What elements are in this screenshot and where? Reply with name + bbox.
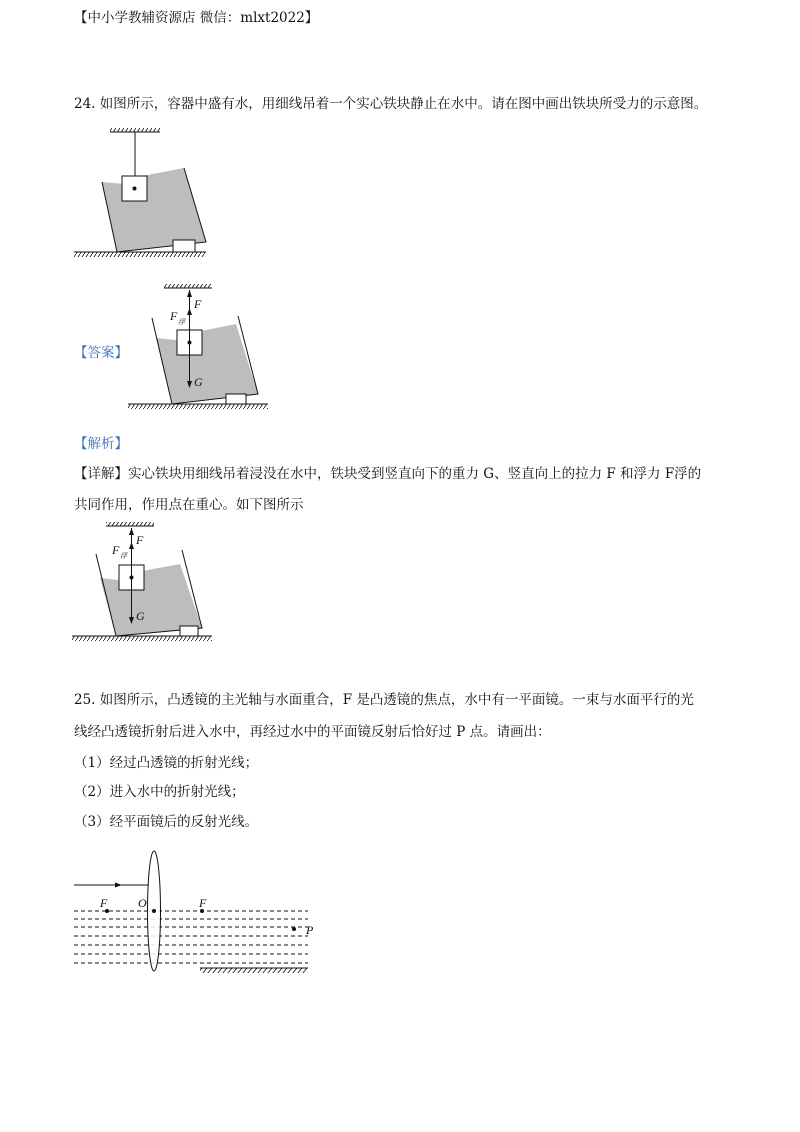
q24-stem: 24. 如图所示，容器中盛有水，用细线吊着一个实心铁块静止在水中。请在图中画出铁块所受力的示意图。 [74,96,708,112]
force-label-F: F [194,297,202,311]
force-label-G: G [136,609,145,623]
force-label-F: F [136,533,144,547]
label-focal-left: F [100,896,108,910]
q25-item-1: （1）经过凸透镜的折射光线； [74,755,259,771]
q25-item-2: （2）进入水中的折射光线； [74,784,245,800]
q25-stem-line-2: 线经凸透镜折射后进入水中，再经过水中的平面镜反射后恰好过 P 点。请画出： [74,724,551,740]
q24-detail-line-1: 【详解】实心铁块用细线吊着浸没在水中，铁块受到竖直向下的重力 G、竖直向上的拉力 F 和浮力 F浮的 [74,466,702,482]
page-header: 【中小学教辅资源店 微信：mlxt2022】 [74,10,319,26]
q25-figure-lens [72,848,322,978]
q24-figure-detail [72,520,212,646]
q25-item-3: （3）经平面镜后的反射光线。 [74,814,259,830]
force-label-buoy-subscript: 浮 [120,552,127,560]
label-optical-center: O [138,896,147,910]
label-point-p: P [306,923,314,937]
q24-figure-answer [128,282,268,412]
q24-analysis-label: 【解析】 [74,436,128,452]
label-focal-right: F [199,896,207,910]
q24-detail-line-2: 共同作用，作用点在重心。如下图所示 [74,497,304,513]
force-label-buoy-subscript: 浮 [178,318,185,326]
q24-figure-question [72,128,207,263]
force-label-G: G [194,375,203,389]
force-label-F-buoyancy: F [112,543,120,557]
q24-answer-label: 【答案】 [74,345,128,361]
force-label-F-buoyancy: F [170,309,178,323]
q25-stem-line-1: 25. 如图所示，凸透镜的主光轴与水面重合，F 是凸透镜的焦点，水中有一平面镜。一束与水面平行的光 [74,692,694,708]
